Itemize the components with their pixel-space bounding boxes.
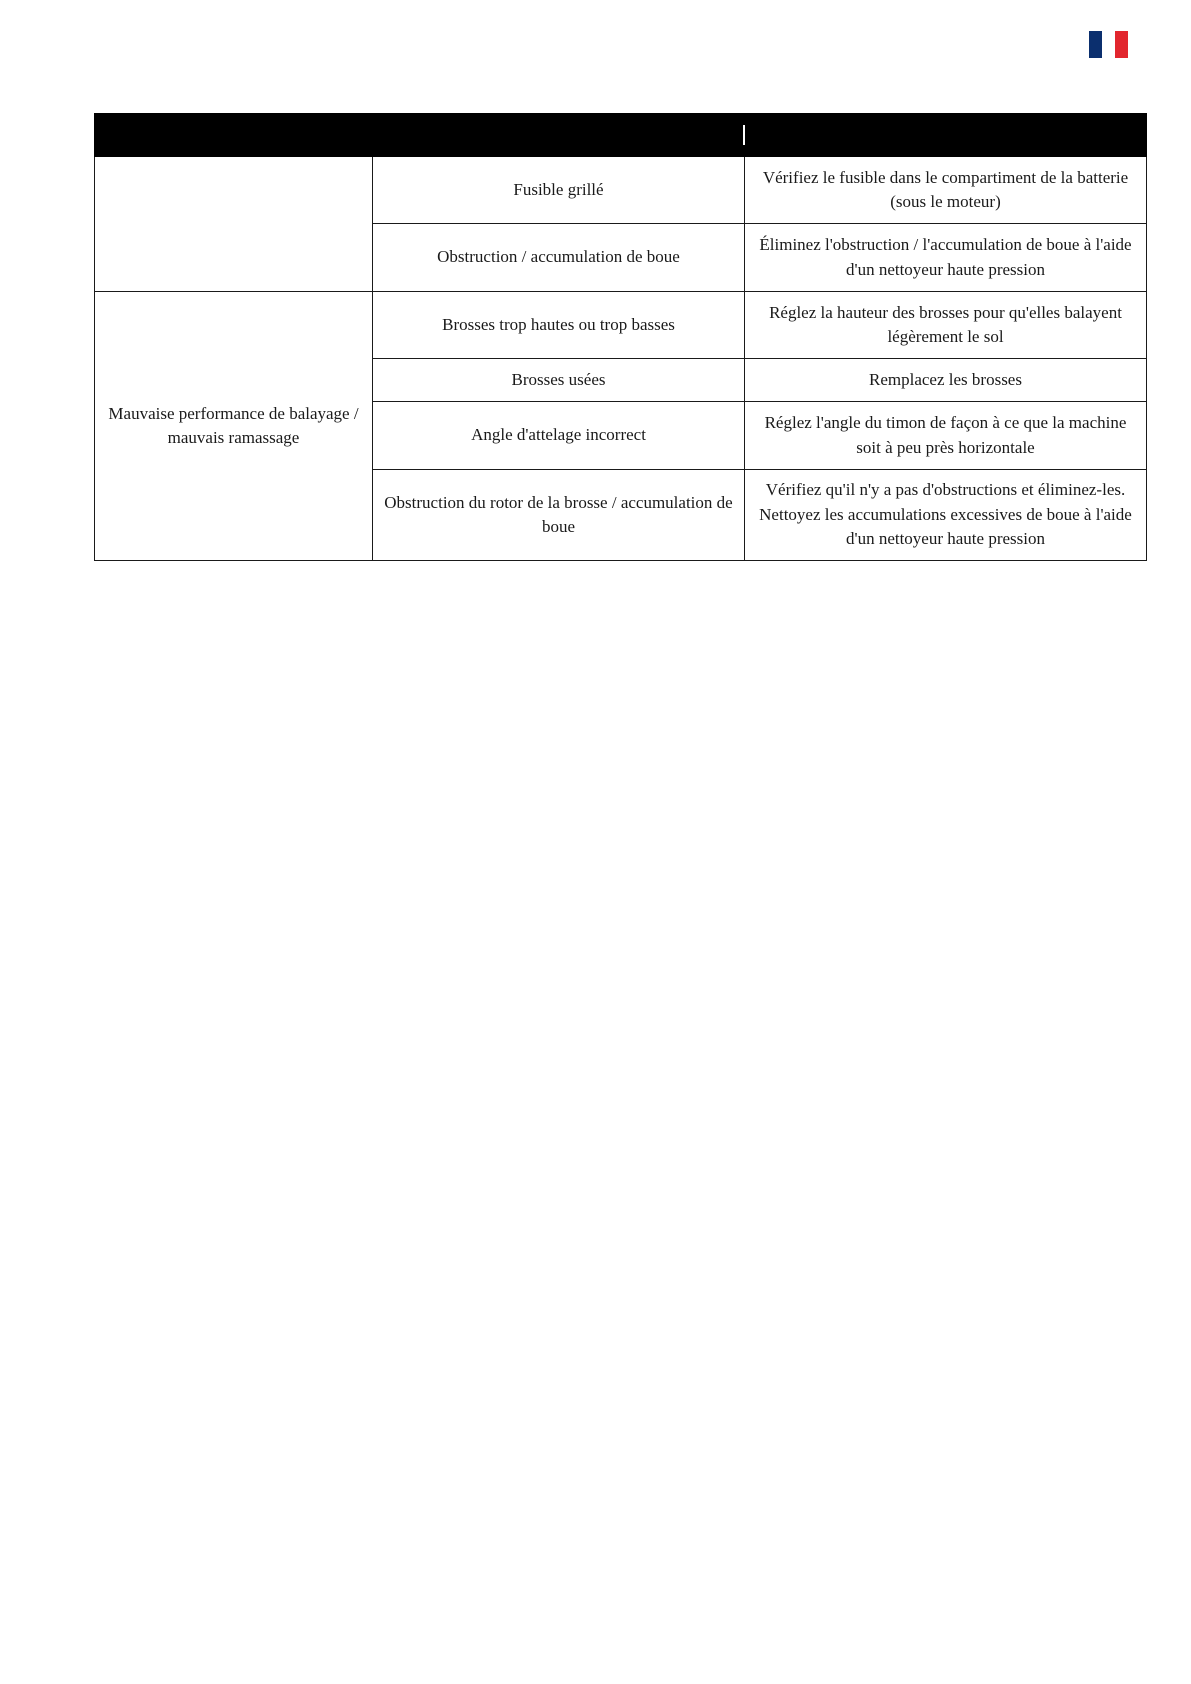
cause-cell: Fusible grillé — [373, 157, 745, 224]
cause-cell: Obstruction du rotor de la brosse / accumulation de boue — [373, 470, 745, 561]
header-cell-cause — [373, 114, 745, 157]
remedy-cell: Vérifiez le fusible dans le compartiment de la batterie (sous le moteur) — [745, 157, 1147, 224]
remedy-cell: Réglez la hauteur des brosses pour qu'elles balayent légèrement le sol — [745, 292, 1147, 359]
cause-cell: Obstruction / accumulation de boue — [373, 224, 745, 292]
remedy-cell: Éliminez l'obstruction / l'accumulation de boue à l'aide d'un nettoyeur haute pression — [745, 224, 1147, 292]
flag-stripe-blue — [1089, 31, 1102, 58]
table-row — [95, 292, 1147, 359]
troubleshooting-table — [94, 113, 1147, 561]
cause-cell: Brosses usées — [373, 359, 745, 402]
symptom-cell — [95, 157, 373, 292]
remedy-cell: Réglez l'angle du timon de façon à ce que la machine soit à peu près horizontale — [745, 402, 1147, 470]
france-flag-icon — [1089, 31, 1128, 58]
flag-stripe-red — [1115, 31, 1128, 58]
header-cell-symptom — [95, 114, 373, 157]
remedy-cell: Remplacez les brosses — [745, 359, 1147, 402]
flag-stripe-white — [1102, 31, 1115, 58]
cause-cell: Angle d'attelage incorrect — [373, 402, 745, 470]
remedy-cell: Vérifiez qu'il n'y a pas d'obstructions et éliminez-les. Nettoyez les accumulations excessives de boue à l'aide d'un nettoyeur haute pression — [745, 470, 1147, 561]
table-header-row — [95, 114, 1147, 157]
table-row — [95, 157, 1147, 224]
header-cell-remedy — [745, 114, 1147, 157]
symptom-cell: Mauvaise performance de balayage / mauvais ramassage — [95, 292, 373, 561]
cause-cell: Brosses trop hautes ou trop basses — [373, 292, 745, 359]
